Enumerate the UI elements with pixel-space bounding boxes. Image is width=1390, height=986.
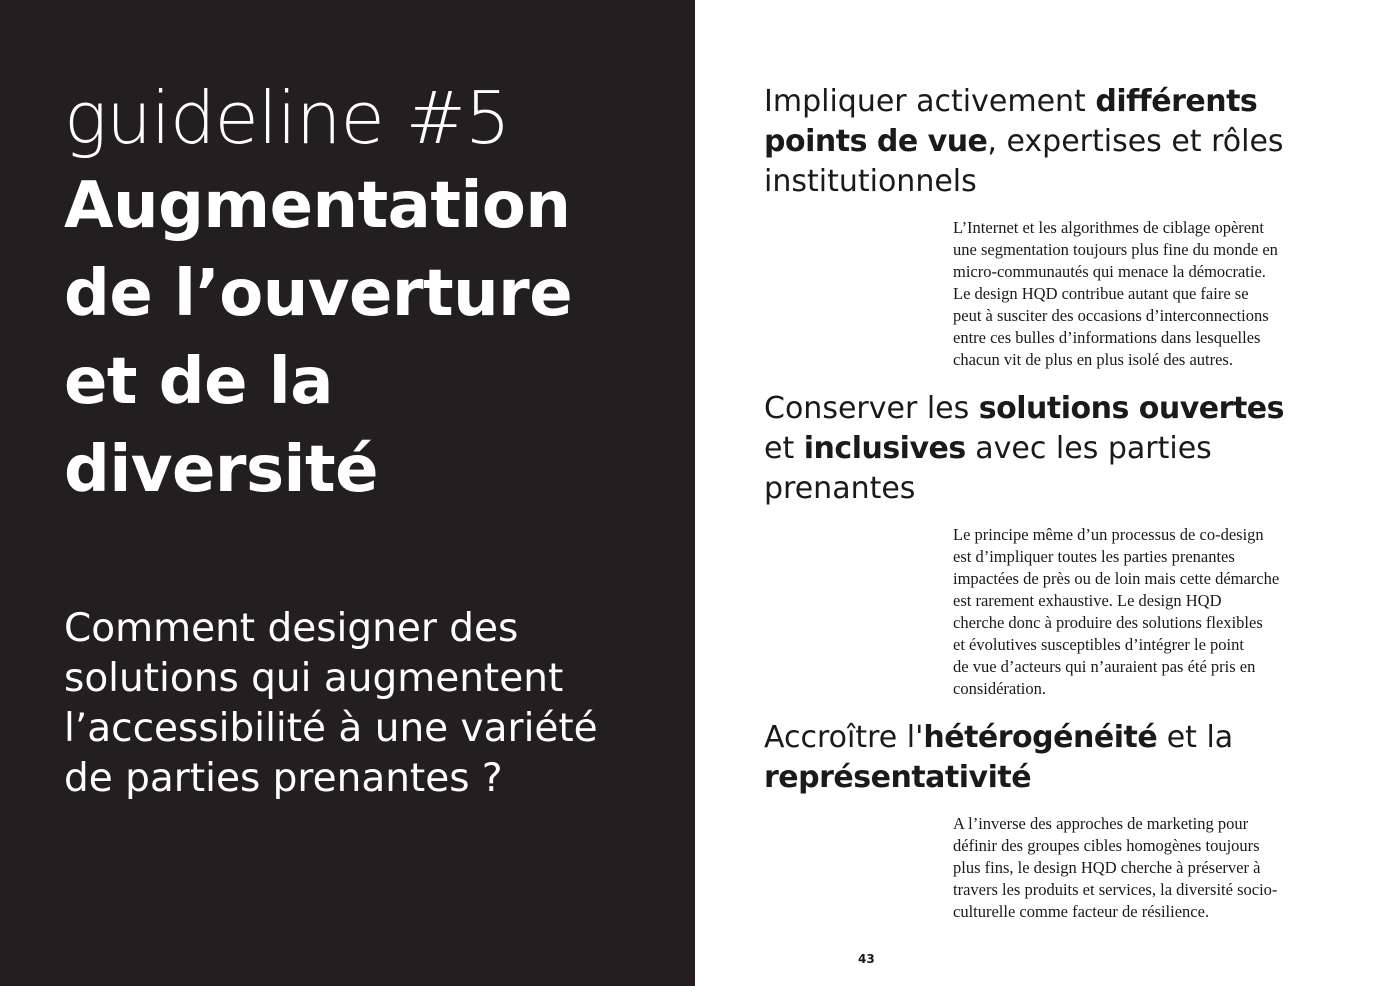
heading-text: Accroître l' (764, 720, 924, 755)
heading-text: Conserver les (764, 391, 979, 426)
heading-text: avec les parties (965, 431, 1212, 466)
heading-text: et la (1157, 720, 1234, 755)
heading-emphasis: différents (1095, 84, 1258, 119)
heading-line (764, 718, 1364, 758)
section-heading-involve-viewpoints (764, 82, 1364, 202)
body-line: cherche donc à produire des solutions flexibles (953, 613, 1263, 632)
body-line: entre ces bulles d’informations dans lesquelles (953, 328, 1261, 347)
heading-line (764, 122, 1364, 162)
guideline-question-line: de parties prenantes ? (64, 756, 503, 801)
heading-line (764, 389, 1364, 429)
right-page (695, 0, 1390, 986)
heading-line (764, 469, 1364, 509)
guideline-title-line: diversité (64, 433, 378, 507)
guideline-title (64, 162, 664, 514)
guideline-title-line: et de la (64, 345, 333, 419)
heading-line (764, 82, 1364, 122)
section-heading-open-solutions (764, 389, 1364, 509)
body-line: est rarement exhaustive. Le design HQD (953, 591, 1222, 610)
body-line: définir des groupes cibles homogènes toujours (953, 836, 1260, 855)
heading-line (764, 429, 1364, 469)
body-line: travers les produits et services, la diversité socio- (953, 880, 1278, 899)
body-line: de vue d’acteurs qui n’auraient pas été pris en (953, 657, 1256, 676)
heading-emphasis: points de vue (764, 124, 988, 159)
body-line: A l’inverse des approches de marketing pour (953, 814, 1249, 833)
guideline-title-line: Augmentation (64, 169, 571, 243)
body-line: Le principe même d’un processus de co-design (953, 525, 1264, 544)
body-line: et évolutives susceptibles d’intégrer le point (953, 635, 1244, 654)
heading-line (764, 758, 1364, 798)
body-line: plus fins, le design HQD cherche à préserver à (953, 858, 1261, 877)
body-line: L’Internet et les algorithmes de ciblage opèrent (953, 218, 1264, 237)
guideline-question-line: l’accessibilité à une variété (64, 706, 598, 751)
heading-text: prenantes (764, 471, 916, 506)
guideline-question-line: Comment designer des (64, 606, 519, 651)
body-line: une segmentation toujours plus fine du monde en (953, 240, 1278, 259)
heading-emphasis: représentativité (764, 760, 1032, 795)
body-line: Le design HQD contribue autant que faire se (953, 284, 1249, 303)
guideline-title-line: de l’ouverture (64, 257, 573, 331)
heading-text: et (764, 431, 804, 466)
body-line: est d’impliquer toutes les parties prenantes (953, 547, 1235, 566)
heading-text: institutionnels (764, 164, 977, 199)
guideline-number: guideline #5 (64, 76, 510, 160)
body-line: considération. (953, 679, 1047, 698)
body-line: impactées de près ou de loin mais cette démarche (953, 569, 1280, 588)
section-body-heterogeneity (953, 813, 1333, 923)
body-line: micro-communautés qui menace la démocratie. (953, 262, 1266, 281)
heading-text: Impliquer activement (764, 84, 1096, 119)
heading-emphasis: solutions ouvertes (978, 391, 1284, 426)
section-heading-heterogeneity (764, 718, 1364, 798)
heading-emphasis: inclusives (803, 431, 966, 466)
section-body-involve-viewpoints (953, 217, 1333, 371)
guideline-question-line: solutions qui augmentent (64, 656, 564, 701)
body-line: culturelle comme facteur de résilience. (953, 902, 1210, 921)
heading-line (764, 162, 1364, 202)
page-number: 43 (858, 952, 875, 966)
guideline-question (64, 604, 664, 804)
heading-emphasis: hétérogénéité (923, 720, 1158, 755)
body-line: peut à susciter des occasions d’interconnections (953, 306, 1269, 325)
body-line: chacun vit de plus en plus isolé des autres. (953, 350, 1233, 369)
heading-text: , expertises et rôles (987, 124, 1284, 159)
section-body-open-solutions (953, 524, 1333, 700)
